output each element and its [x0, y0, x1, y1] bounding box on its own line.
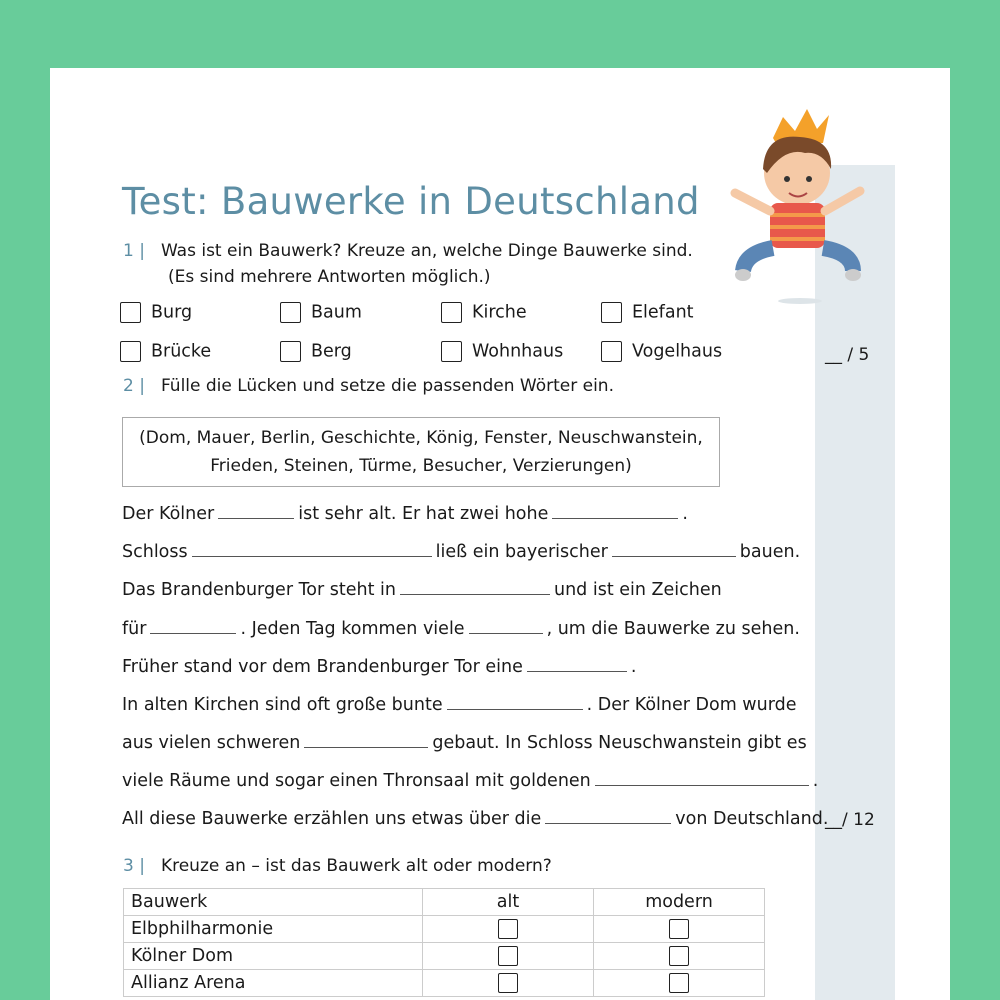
- sentence-text: Das Brandenburger Tor steht in: [122, 580, 396, 600]
- checkbox[interactable]: [441, 302, 462, 323]
- blank[interactable]: [150, 619, 236, 634]
- alt-modern-table: [123, 888, 765, 997]
- blank[interactable]: [447, 695, 583, 710]
- table-row: [124, 943, 765, 970]
- question-number: 1 |: [123, 241, 145, 261]
- checkbox[interactable]: [280, 302, 301, 323]
- fill-line: [122, 771, 818, 791]
- checkbox-alt[interactable]: [498, 919, 518, 939]
- sentence-text: ist sehr alt. Er hat zwei hohe: [298, 504, 549, 524]
- sentence-text: ließ ein bayerischer: [435, 542, 608, 562]
- checkbox[interactable]: [441, 341, 462, 362]
- sentence-text: für: [122, 619, 147, 639]
- sentence-text: Der Kölner: [122, 504, 215, 524]
- page-title: Test: Bauwerke in Deutschland: [122, 180, 700, 223]
- option-berg[interactable]: [280, 341, 352, 362]
- sentence-text: .: [630, 657, 637, 677]
- option-label: Brücke: [151, 341, 212, 362]
- question-3: [123, 856, 552, 876]
- question-text: Fülle die Lücken und setze die passenden Wörter ein.: [160, 376, 614, 396]
- fill-line: [122, 733, 807, 753]
- header-modern: modern: [594, 889, 765, 916]
- word-bank: (Dom, Mauer, Berlin, Geschichte, König, Fenster, Neuschwanstein, Frieden, Steinen, Türme, Besucher, Verzierungen): [122, 417, 720, 487]
- blank[interactable]: [527, 657, 627, 672]
- modern-cell: [594, 943, 765, 970]
- sentence-text: In alten Kirchen sind oft große bunte: [122, 695, 443, 715]
- blank[interactable]: [218, 504, 294, 519]
- fill-line: [122, 580, 722, 600]
- fill-line: [122, 619, 800, 639]
- blank[interactable]: [595, 771, 809, 786]
- option-label: Berg: [311, 341, 352, 362]
- checkbox-alt[interactable]: [498, 946, 518, 966]
- sentence-text: . Jeden Tag kommen viele: [240, 619, 465, 639]
- option-kirche[interactable]: [441, 302, 527, 323]
- checkbox[interactable]: [120, 341, 141, 362]
- question-hint: (Es sind mehrere Antworten möglich.): [168, 267, 491, 287]
- header-alt: alt: [423, 889, 594, 916]
- blank[interactable]: [469, 619, 543, 634]
- building-name: Elbphilharmonie: [124, 916, 423, 943]
- checkbox[interactable]: [280, 341, 301, 362]
- fill-line: [122, 809, 828, 829]
- fill-line: [122, 657, 636, 677]
- option-label: Wohnhaus: [472, 341, 564, 362]
- alt-cell: [423, 970, 594, 997]
- checkbox[interactable]: [601, 302, 622, 323]
- table-header-row: [124, 889, 765, 916]
- checkbox[interactable]: [601, 341, 622, 362]
- question-text: Kreuze an – ist das Bauwerk alt oder modern?: [160, 856, 552, 876]
- header-bauwerk: Bauwerk: [124, 889, 423, 916]
- option-label: Burg: [151, 302, 193, 323]
- question-1: [123, 241, 693, 261]
- option-burg[interactable]: [120, 302, 192, 323]
- fill-line: [122, 542, 800, 562]
- checkbox-modern[interactable]: [669, 919, 689, 939]
- question-number: 3 |: [123, 856, 145, 876]
- blank[interactable]: [612, 542, 736, 557]
- question-2: [123, 376, 614, 396]
- option-elefant[interactable]: [601, 302, 694, 323]
- checkbox-modern[interactable]: [669, 973, 689, 993]
- checkbox[interactable]: [120, 302, 141, 323]
- alt-cell: [423, 943, 594, 970]
- option-label: Vogelhaus: [632, 341, 723, 362]
- blank[interactable]: [304, 733, 428, 748]
- option-vogelhaus[interactable]: [601, 341, 722, 362]
- option-wohnhaus[interactable]: [441, 341, 563, 362]
- blank[interactable]: [400, 580, 550, 595]
- sentence-text: von Deutschland.: [675, 809, 829, 829]
- sentence-text: viele Räume und sogar einen Thronsaal mit goldenen: [122, 771, 591, 791]
- blank[interactable]: [545, 809, 671, 824]
- question-number: 2 |: [123, 376, 145, 396]
- alt-cell: [423, 916, 594, 943]
- sentence-text: All diese Bauwerke erzählen uns etwas über die: [122, 809, 542, 829]
- modern-cell: [594, 970, 765, 997]
- question-text: Was ist ein Bauwerk? Kreuze an, welche Dinge Bauwerke sind.: [160, 241, 693, 261]
- sentence-text: aus vielen schweren: [122, 733, 301, 753]
- score-q1: __ / 5: [825, 345, 870, 365]
- building-name: Kölner Dom: [124, 943, 423, 970]
- building-name: Allianz Arena: [124, 970, 423, 997]
- score-q2: __/ 12: [825, 810, 875, 830]
- fill-line: [122, 695, 796, 715]
- sentence-text: und ist ein Zeichen: [553, 580, 722, 600]
- table-row: [124, 916, 765, 943]
- sentence-text: gebaut. In Schloss Neuschwanstein gibt es: [432, 733, 807, 753]
- blank[interactable]: [552, 504, 678, 519]
- option-label: Kirche: [472, 302, 527, 323]
- sentence-text: .: [812, 771, 819, 791]
- sentence-text: , um die Bauwerke zu sehen.: [546, 619, 800, 639]
- worksheet: [50, 68, 950, 1000]
- modern-cell: [594, 916, 765, 943]
- option-label: Baum: [311, 302, 362, 323]
- sentence-text: .: [682, 504, 688, 524]
- option-label: Elefant: [632, 302, 694, 323]
- sentence-text: Schloss: [122, 542, 188, 562]
- fill-line: [122, 504, 688, 524]
- checkbox-alt[interactable]: [498, 973, 518, 993]
- table-row: [124, 970, 765, 997]
- option-bruecke[interactable]: [120, 341, 211, 362]
- sentence-text: . Der Kölner Dom wurde: [586, 695, 797, 715]
- option-baum[interactable]: [280, 302, 362, 323]
- checkbox-modern[interactable]: [669, 946, 689, 966]
- blank[interactable]: [192, 542, 432, 557]
- sentence-text: bauen.: [739, 542, 801, 562]
- boy-with-crown-illustration: [725, 103, 875, 308]
- sentence-text: Früher stand vor dem Brandenburger Tor eine: [122, 657, 523, 677]
